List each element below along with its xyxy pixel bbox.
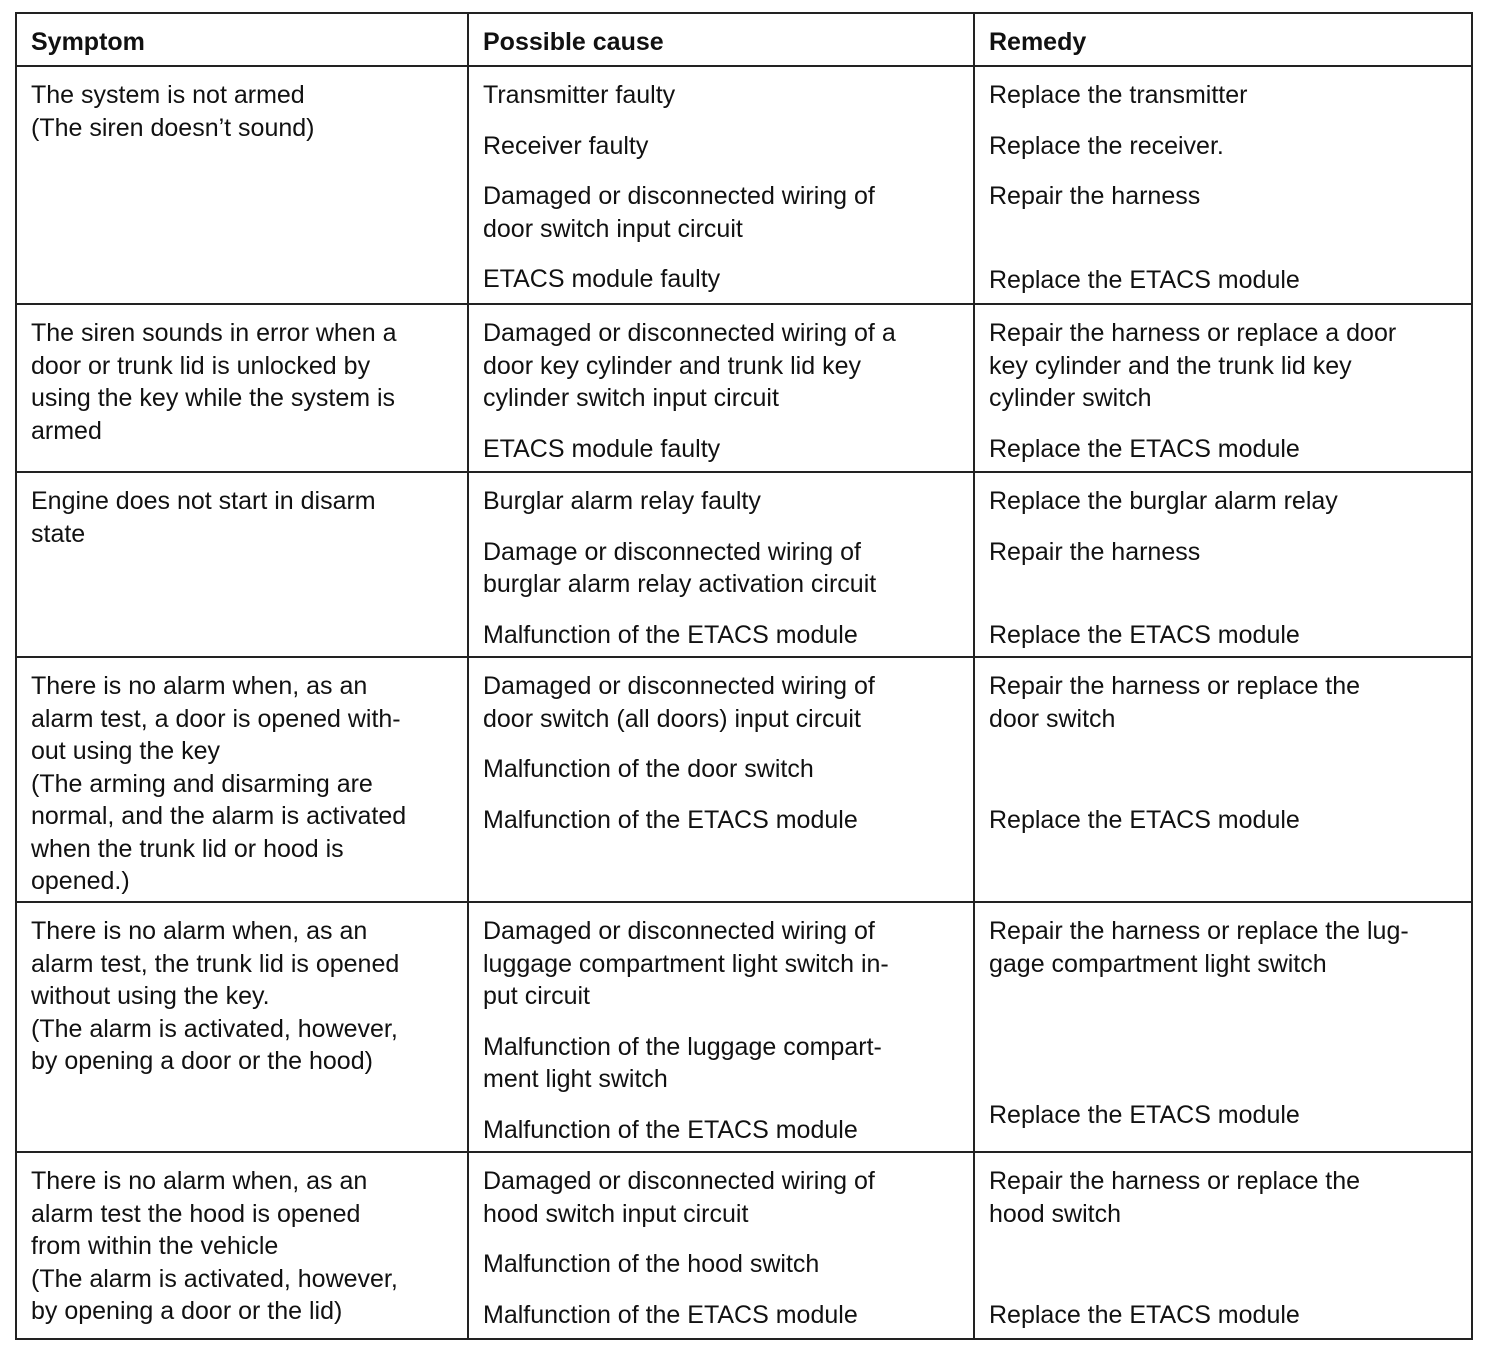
cause-cell xyxy=(469,903,975,1151)
cause-text: Malfunction of the hood switch xyxy=(483,1250,820,1278)
remedy-text: Repair the harness xyxy=(989,537,1201,566)
cause-text: Malfunction of the ETACS module xyxy=(483,1300,858,1329)
cause-text: Damaged or disconnected wiring of luggage compartment light switch in- put circuit xyxy=(483,917,889,1010)
symptom-cell xyxy=(17,305,469,471)
remedy-text: Replace the ETACS module xyxy=(989,806,1300,834)
table-row xyxy=(17,473,1471,658)
cause-text: Damaged or disconnected wiring of hood switch input circuit xyxy=(483,1167,875,1228)
header-possible-cause: Possible cause xyxy=(469,14,975,65)
troubleshooting-table xyxy=(15,12,1473,1340)
symptom-cell xyxy=(17,67,469,303)
cause-text: Damage or disconnected wiring of burglar alarm relay activation circuit xyxy=(483,537,877,598)
remedy-text: Repair the harness or replace the door switch xyxy=(989,672,1361,733)
cause-text: Damaged or disconnected wiring of a door key cylinder and trunk lid key cylinder switch input circuit xyxy=(483,319,896,412)
cause-cell xyxy=(469,305,975,471)
remedy-cell xyxy=(975,305,1471,471)
cause-cell xyxy=(469,473,975,656)
cause-text: Malfunction of the ETACS module xyxy=(483,620,858,649)
remedy-text: Repair the harness xyxy=(989,182,1201,210)
remedy-cell xyxy=(975,67,1471,303)
table-header-row xyxy=(17,14,1471,67)
table-row xyxy=(17,305,1471,473)
remedy-text: Repair the harness or replace a door key cylinder and the trunk lid key cylinder switch xyxy=(989,319,1397,412)
symptom-text: The siren sounds in error when a door or trunk lid is unlocked by using the key while the system is armed xyxy=(31,319,397,445)
remedy-cell xyxy=(975,1153,1471,1338)
remedy-text: Replace the ETACS module xyxy=(989,1101,1300,1129)
remedy-text: Replace the ETACS module xyxy=(989,1301,1300,1329)
remedy-text: Replace the burglar alarm relay xyxy=(989,487,1338,515)
cause-text: Damaged or disconnected wiring of door switch (all doors) input circuit xyxy=(483,672,875,733)
symptom-text: The system is not armed (The siren doesn’t sound) xyxy=(31,81,315,142)
cause-text: Burglar alarm relay faulty xyxy=(483,487,761,515)
remedy-text: Replace the ETACS module xyxy=(989,434,1300,463)
cause-text: Malfunction of the ETACS module xyxy=(483,805,858,834)
symptom-cell xyxy=(17,473,469,656)
cause-text: Receiver faulty xyxy=(483,131,649,160)
symptom-text: There is no alarm when, as an alarm test the hood is opened from within the vehicle (The alarm is activated, however, by opening a door or the lid) xyxy=(31,1167,398,1325)
remedy-text: Replace the transmitter xyxy=(989,81,1248,109)
cause-text: Transmitter faulty xyxy=(483,81,676,109)
table-row xyxy=(17,903,1471,1153)
remedy-cell xyxy=(975,658,1471,901)
remedy-text: Repair the harness or replace the lug- gage compartment light switch xyxy=(989,917,1409,978)
symptom-cell xyxy=(17,903,469,1151)
symptom-text: Engine does not start in disarm state xyxy=(31,487,376,548)
remedy-text: Replace the ETACS module xyxy=(989,621,1300,649)
cause-text: Malfunction of the luggage compart- ment light switch xyxy=(483,1032,882,1093)
cause-cell xyxy=(469,1153,975,1338)
table-row xyxy=(17,1153,1471,1338)
header-remedy: Remedy xyxy=(989,28,1087,56)
symptom-cell xyxy=(17,658,469,901)
remedy-cell xyxy=(975,473,1471,656)
cause-text: Malfunction of the ETACS module xyxy=(483,1115,858,1144)
remedy-text: Replace the receiver. xyxy=(989,131,1224,160)
cause-cell xyxy=(469,658,975,901)
remedy-cell xyxy=(975,903,1471,1151)
symptom-text: There is no alarm when, as an alarm test, a door is opened with- out using the key (The arming and disarming are normal, and the alarm is activated when the trunk lid or hood is opened.) xyxy=(31,672,407,895)
symptom-cell xyxy=(17,1153,469,1338)
cause-cell xyxy=(469,67,975,303)
header-symptom: Symptom xyxy=(17,14,469,65)
cause-text: ETACS module faulty xyxy=(483,434,721,463)
cause-text: ETACS module faulty xyxy=(483,265,721,293)
remedy-text: Replace the ETACS module xyxy=(989,265,1300,294)
remedy-text: Repair the harness or replace the hood switch xyxy=(989,1167,1361,1228)
table-row xyxy=(17,658,1471,903)
table-row xyxy=(17,67,1471,305)
cause-text: Damaged or disconnected wiring of door switch input circuit xyxy=(483,182,875,243)
symptom-text: There is no alarm when, as an alarm test, the trunk lid is opened without using the key. (The alarm is activated, however, by opening a door or the hood) xyxy=(31,917,400,1075)
cause-text: Malfunction of the door switch xyxy=(483,755,814,783)
